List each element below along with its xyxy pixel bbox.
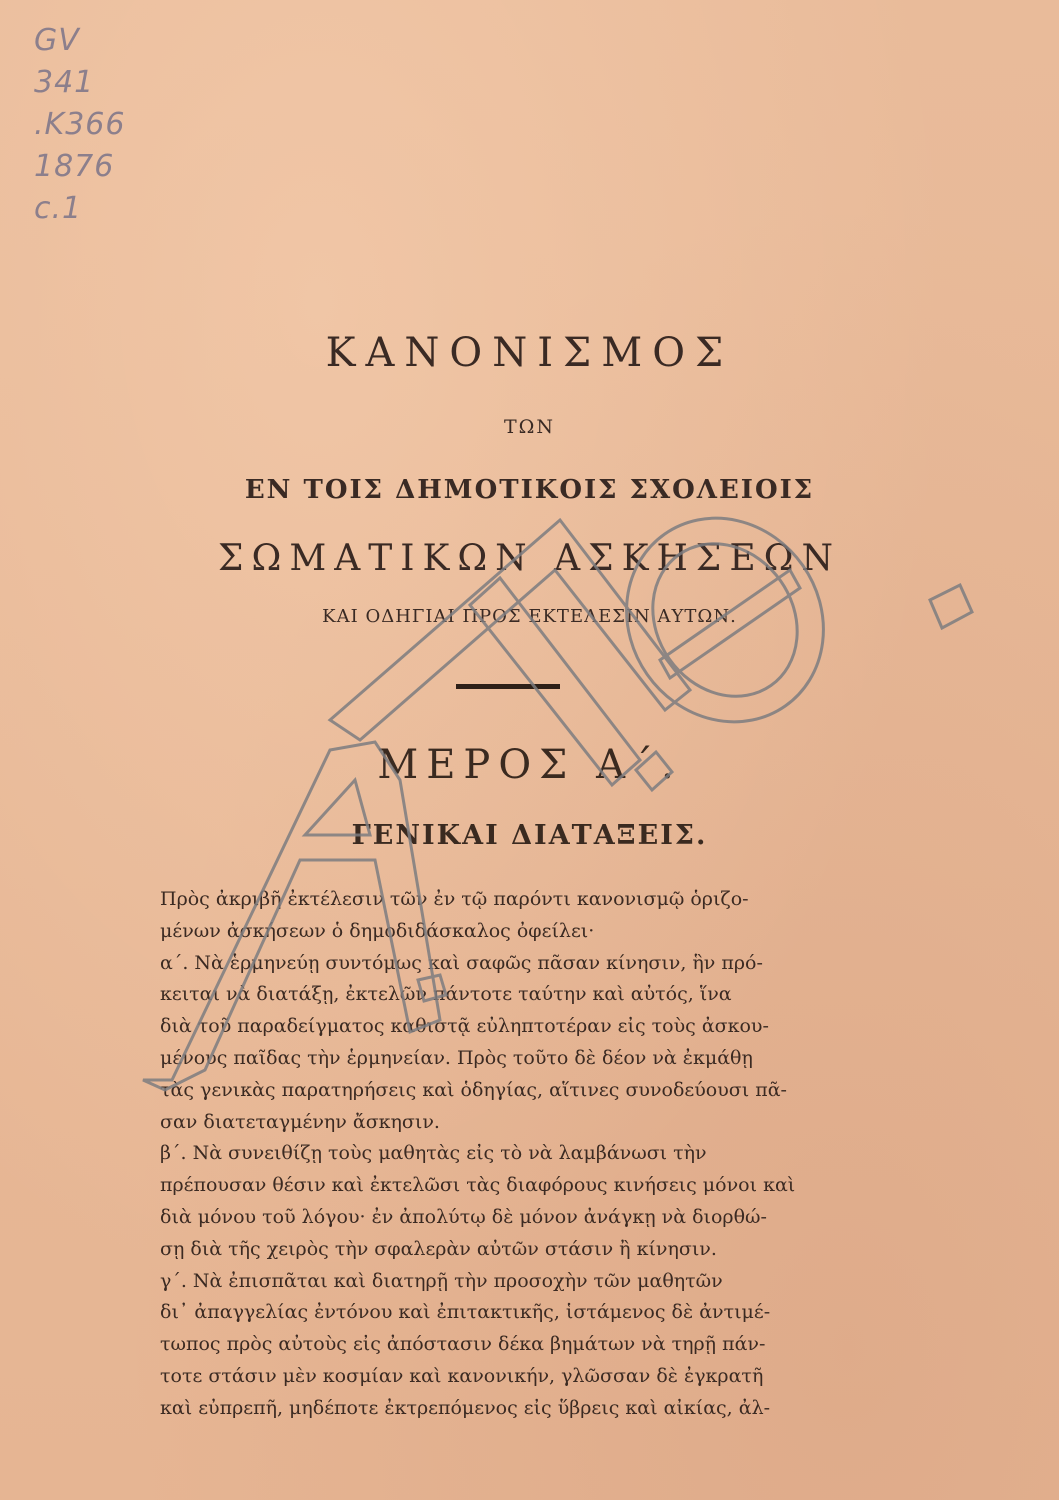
body-text: [160, 884, 860, 1425]
body-line: καὶ εὐπρεπῆ, μηδέποτε ἐκτρεπόμενος εἰς ὕβρεις καὶ αἰκίας, ἀλ-: [160, 1396, 771, 1419]
body-line: πρέπουσαν θέσιν καὶ ἐκτελῶσι τὰς διαφόρους κινήσεις μόνοι καὶ: [160, 1174, 796, 1197]
body-line: τοτε στάσιν μὲν κοσμίαν καὶ κανονικήν, γλῶσσαν δὲ ἐγκρατῆ: [160, 1364, 764, 1387]
section-heading: ΓΕΝΙΚΑΙ ΔΙΑΤΑΞΕΙΣ.: [351, 820, 708, 851]
part-heading: ΜΕΡΟΣ Α΄.: [377, 742, 682, 788]
body-line: τὰς γενικὰς παρατηρήσεις καὶ ὁδηγίας, αἵτινες συνοδεύουσι πᾶ-: [160, 1078, 787, 1101]
body-line: διὰ μόνου τοῦ λόγου· ἐν ἀπολύτῳ δὲ μόνον ἀνάγκῃ νὰ διορθώ-: [160, 1205, 767, 1228]
divider-rule: [456, 684, 560, 689]
shelfmark-line: c.1: [34, 191, 83, 226]
body-line: δι᾿ ἀπαγγελίας ἐντόνου καὶ ἐπιτακτικῆς, ἱστάμενος δὲ ἀντιμέ-: [160, 1301, 771, 1324]
title-article: ΤΩΝ: [503, 416, 556, 438]
shelfmark-line: 341: [34, 65, 95, 100]
shelfmark-line: .K366: [34, 107, 126, 142]
shelfmark-line: 1876: [34, 149, 115, 184]
body-line: διὰ τοῦ παραδείγματος καθιστᾷ εὐληπτοτέραν εἰς τοὺς ἀσκου-: [160, 1015, 769, 1038]
body-line: β΄. Νὰ συνειθίζῃ τοὺς μαθητὰς εἰς τὸ νὰ λαμβάνωσι τὴν: [160, 1142, 707, 1165]
title-subtitle: ΚΑΙ ΟΔΗΓΙΑΙ ΠΡΟΣ ΕΚΤΕΛΕΣΙΝ ΑΥΤΩΝ.: [322, 606, 737, 627]
shelfmark-line: GV: [34, 23, 80, 58]
body-line: α΄. Νὰ ἑρμηνεύῃ συντόμως καὶ σαφῶς πᾶσαν κίνησιν, ἣν πρό-: [160, 951, 763, 974]
body-line: Πρὸς ἀκριβῆ ἐκτέλεσιν τῶν ἐν τῷ παρόντι κανονισμῷ ὁριζο-: [160, 888, 749, 910]
title-schools: ΕΝ ΤΟΙΣ ΔΗΜΟΤΙΚΟΙΣ ΣΧΟΛΕΙΟΙΣ: [244, 475, 815, 505]
body-line: γ΄. Νὰ ἐπισπᾶται καὶ διατηρῇ τὴν προσοχὴν τῶν μαθητῶν: [160, 1269, 723, 1292]
body-line: μένων ἀσκήσεων ὁ δημοδιδάσκαλος ὀφείλει·: [160, 919, 595, 942]
handwritten-shelfmark: [34, 20, 164, 230]
body-line: τωπος πρὸς αὐτοὺς εἰς ἀπόστασιν δέκα βημάτων νὰ τηρῇ πάν-: [160, 1333, 766, 1356]
body-line: κειται νὰ διατάξῃ, ἐκτελῶν πάντοτε ταύτην καὶ αὐτός, ἵνα: [160, 983, 732, 1006]
title-main: ΚΑΝΟΝΙΣΜΟΣ: [325, 330, 734, 376]
body-line: σῃ διὰ τῆς χειρὸς τὴν σφαλερὰν αὐτῶν στάσιν ἢ κίνησιν.: [160, 1237, 717, 1260]
body-line: σαν διατεταγμένην ἄσκησιν.: [160, 1110, 440, 1133]
body-line: μένους παῖδας τὴν ἑρμηνείαν. Πρὸς τοῦτο δὲ δέον νὰ ἐκμάθῃ: [160, 1046, 753, 1069]
title-exercises: ΣΩΜΑΤΙΚΩΝ ΑΣΚΗΣΕΩΝ: [218, 538, 841, 579]
